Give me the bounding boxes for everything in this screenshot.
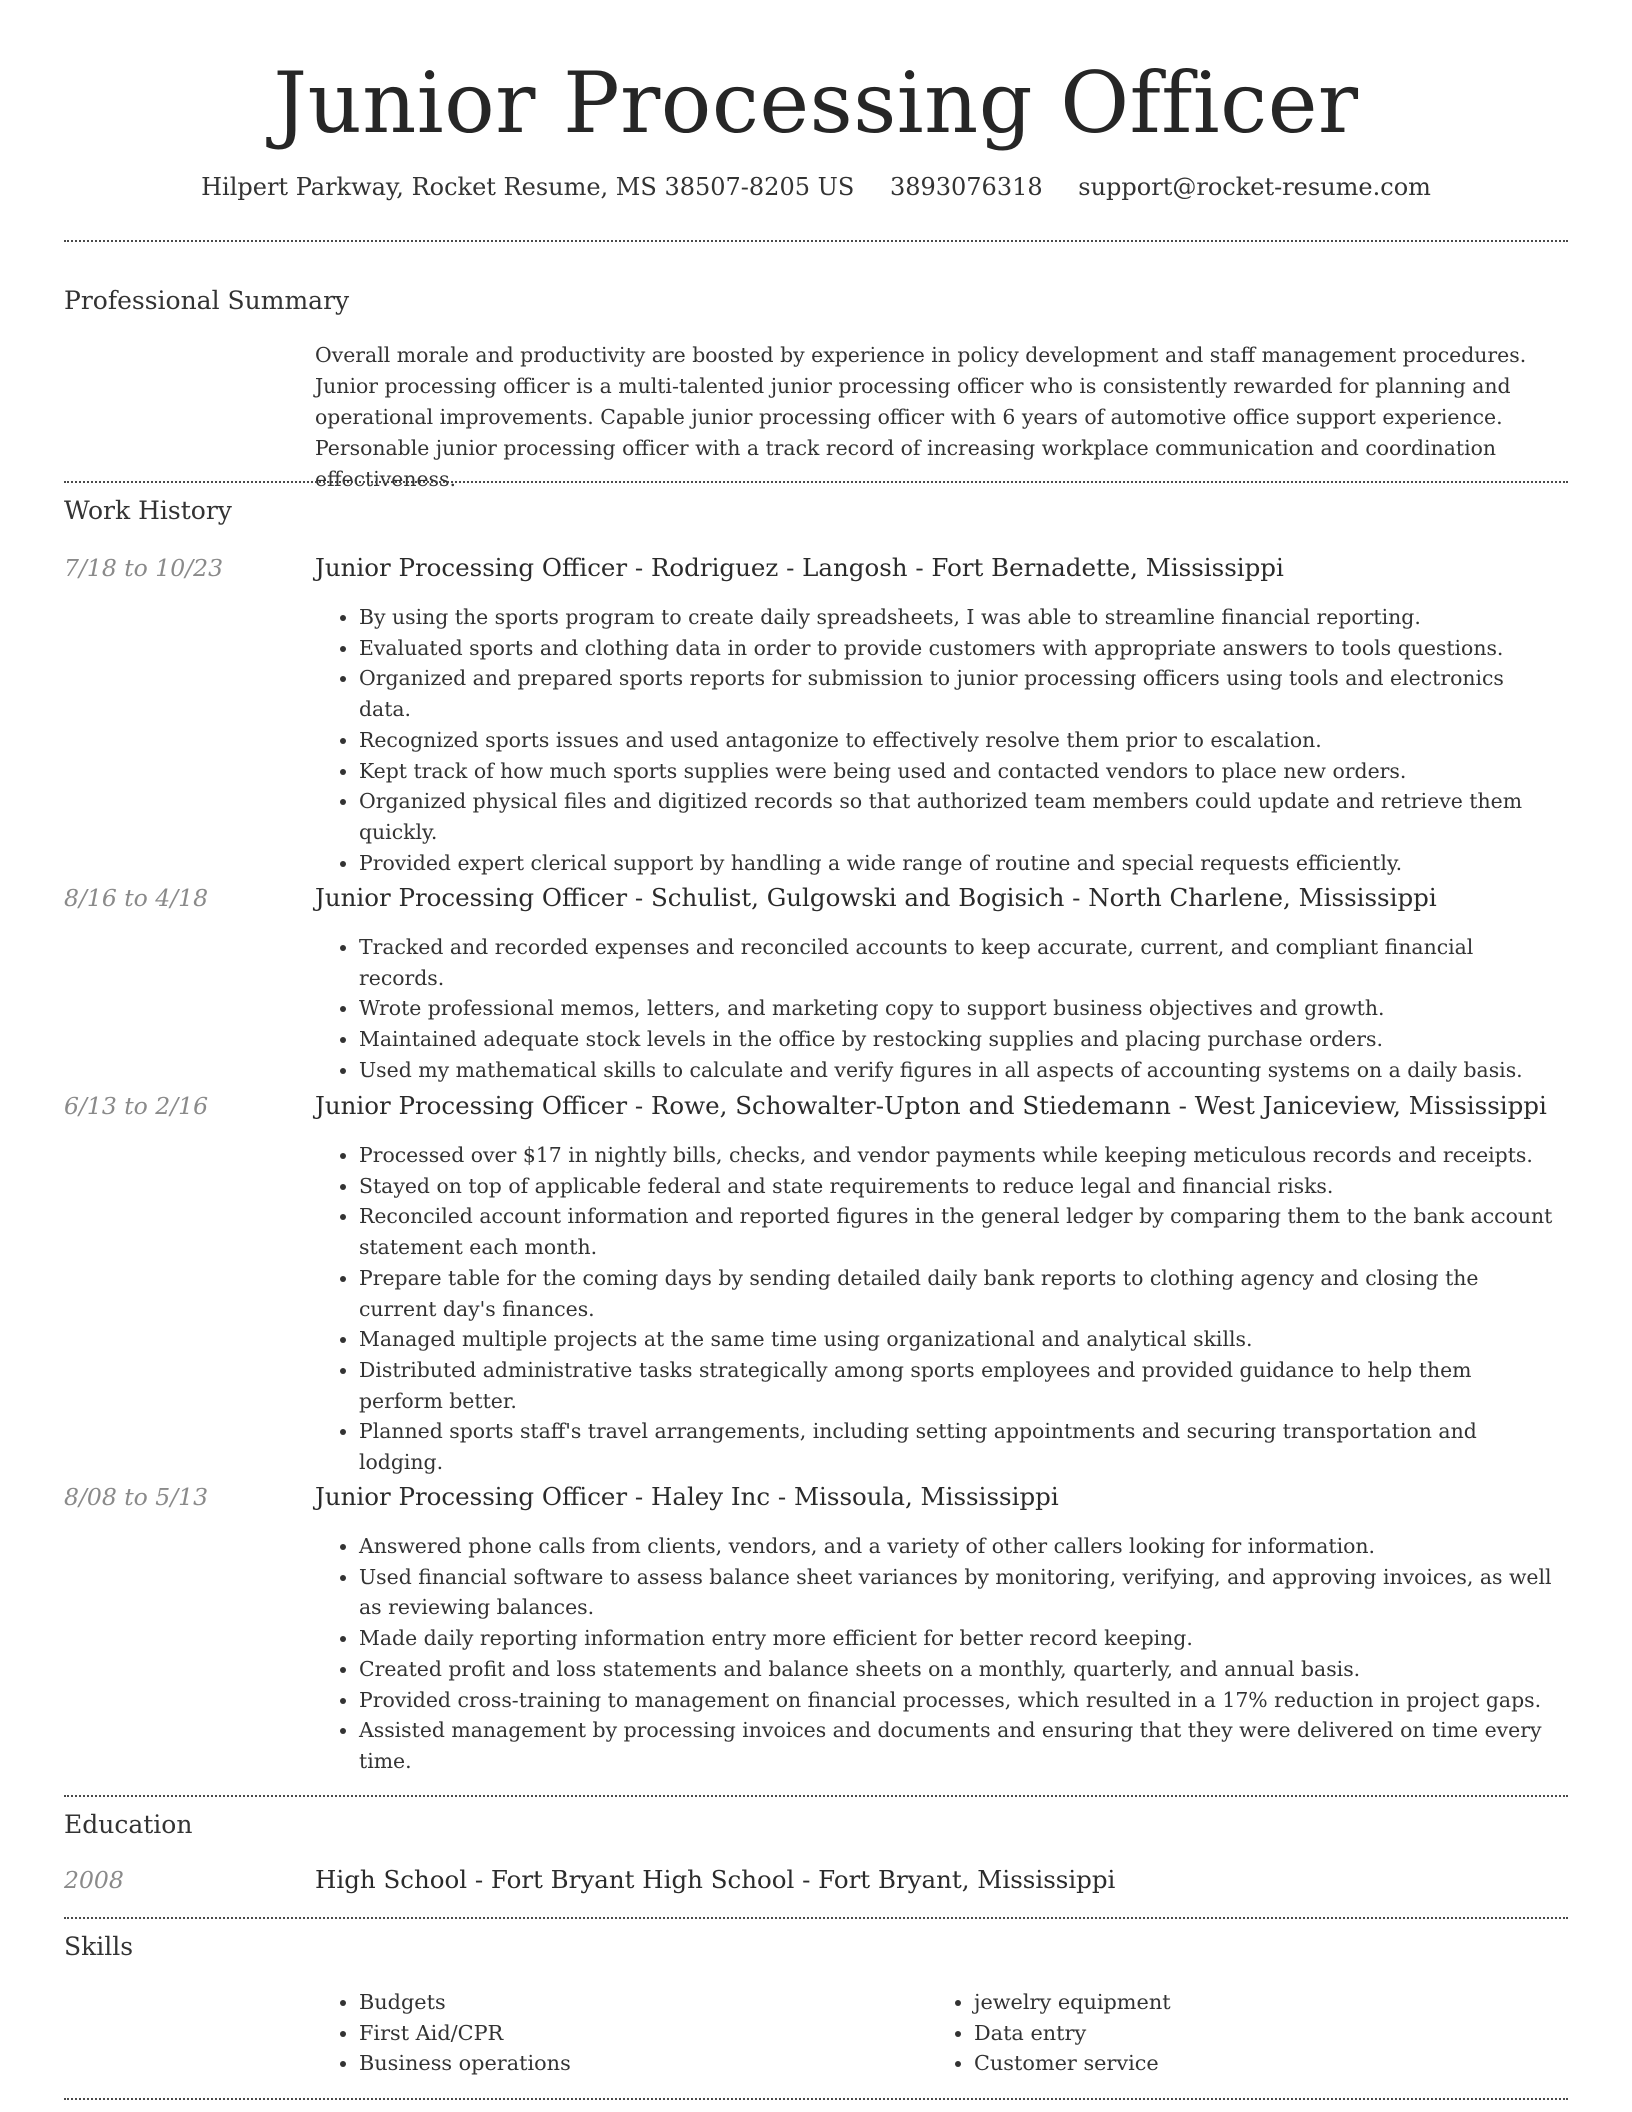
education-year: 2008: [64, 1866, 124, 1894]
job-dates: 8/08 to 5/13: [64, 1483, 209, 1511]
list-item: • Kept track of how much sports supplies were being used and contacted vendors to place new orders.: [359, 756, 1560, 787]
contact-address: Hilpert Parkway, Rocket Resume, MS 38507-8205 US: [201, 173, 855, 201]
job-dates: 6/13 to 2/16: [64, 1092, 209, 1120]
skill-item: • Customer service: [974, 2048, 1574, 2079]
list-item: • Created profit and loss statements and balance sheets on a monthly, quarterly, and annual basis.: [359, 1654, 1560, 1685]
job-title: Junior Processing Officer - Schulist, Gulgowski and Bogisich - North Charlene, Mississippi: [315, 883, 1437, 912]
divider: [64, 481, 1568, 483]
skill-item: • Budgets: [359, 1987, 959, 2018]
list-item: • Provided expert clerical support by handling a wide range of routine and special requests efficiently.: [359, 848, 1560, 879]
section-title-work: Work History: [64, 496, 232, 525]
summary-text: Overall morale and productivity are boosted by experience in policy development and staff management procedures. Junior processing officer is a multi-talented junior processing officer who is consistently rewarded for planning and operational improvements. Capable junior processing officer with 6 years of automotive office support experience. Personable junior processing officer with a track record of increasing workplace communication and coordination effectiveness.: [315, 343, 1527, 491]
list-item: • Processed over $17 in nightly bills, checks, and vendor payments while keeping meticulous records and receipts.: [359, 1140, 1560, 1171]
contact-email: support@rocket-resume.com: [1078, 173, 1431, 201]
list-item: • Managed multiple projects at the same time using organizational and analytical skills.: [359, 1324, 1560, 1355]
list-item: • Wrote professional memos, letters, and marketing copy to support business objectives and growth.: [359, 993, 1560, 1024]
skill-item: • Business operations: [359, 2048, 959, 2079]
job-bullets: [315, 1140, 1560, 1478]
list-item: • Organized physical files and digitized records so that authorized team members could update and retrieve them quickly.: [359, 786, 1560, 847]
job-title: Junior Processing Officer - Haley Inc - Missoula, Mississippi: [315, 1482, 1059, 1511]
list-item: • Assisted management by processing invoices and documents and ensuring that they were delivered on time every time.: [359, 1715, 1560, 1776]
list-item: • Made daily reporting information entry more efficient for better record keeping.: [359, 1623, 1560, 1654]
skill-item: • jewelry equipment: [974, 1987, 1574, 2018]
skills-list-left: [315, 1987, 959, 2079]
divider: [64, 1795, 1568, 1797]
section-title-education: Education: [64, 1810, 193, 1839]
job-bullets: [315, 932, 1560, 1086]
divider: [64, 2098, 1568, 2100]
divider: [64, 1917, 1568, 1919]
skill-item: • Data entry: [974, 2018, 1574, 2049]
list-item: • By using the sports program to create daily spreadsheets, I was able to streamline financial reporting.: [359, 602, 1560, 633]
list-item: • Evaluated sports and clothing data in order to provide customers with appropriate answers to tools questions.: [359, 633, 1560, 664]
skills-list-right: [930, 1987, 1574, 2079]
job-bullets: [315, 1531, 1560, 1777]
job-dates: 8/16 to 4/18: [64, 884, 209, 912]
contact-line: [0, 170, 1632, 204]
job-bullets: [315, 602, 1560, 878]
list-item: • Stayed on top of applicable federal and state requirements to reduce legal and financial risks.: [359, 1171, 1560, 1202]
list-item: • Maintained adequate stock levels in the office by restocking supplies and placing purchase orders.: [359, 1024, 1560, 1055]
list-item: • Organized and prepared sports reports for submission to junior processing officers using tools and electronics data.: [359, 663, 1560, 724]
list-item: • Provided cross-training to management on financial processes, which resulted in a 17% reduction in project gaps.: [359, 1685, 1560, 1716]
list-item: • Prepare table for the coming days by sending detailed daily bank reports to clothing agency and closing the current day's finances.: [359, 1263, 1560, 1324]
list-item: • Used my mathematical skills to calculate and verify figures in all aspects of accounting systems on a daily basis.: [359, 1055, 1560, 1086]
list-item: • Reconciled account information and reported figures in the general ledger by comparing them to the bank account statement each month.: [359, 1201, 1560, 1262]
contact-phone: 3893076318: [889, 173, 1043, 201]
education-entry: High School - Fort Bryant High School - Fort Bryant, Mississippi: [315, 1865, 1116, 1894]
list-item: • Tracked and recorded expenses and reconciled accounts to keep accurate, current, and compliant financial records.: [359, 932, 1560, 993]
divider: [64, 240, 1568, 242]
list-item: • Distributed administrative tasks strategically among sports employees and provided guidance to help them perform better.: [359, 1355, 1560, 1416]
job-dates: 7/18 to 10/23: [64, 554, 224, 582]
job-title: Junior Processing Officer - Rowe, Schowalter-Upton and Stiedemann - West Janiceview, Mississippi: [315, 1091, 1547, 1120]
resume-name: Junior Processing Officer: [273, 54, 1359, 152]
list-item: • Planned sports staff's travel arrangements, including setting appointments and securing transportation and lodging.: [359, 1416, 1560, 1477]
skill-item: • First Aid/CPR: [359, 2018, 959, 2049]
list-item: • Used financial software to assess balance sheet variances by monitoring, verifying, and approving invoices, as well as reviewing balances.: [359, 1562, 1560, 1623]
job-title: Junior Processing Officer - Rodriguez - Langosh - Fort Bernadette, Mississippi: [315, 553, 1284, 582]
list-item: • Answered phone calls from clients, vendors, and a variety of other callers looking for information.: [359, 1531, 1560, 1562]
section-title-summary: Professional Summary: [64, 286, 350, 315]
section-title-skills: Skills: [64, 1932, 134, 1961]
list-item: • Recognized sports issues and used antagonize to effectively resolve them prior to escalation.: [359, 725, 1560, 756]
